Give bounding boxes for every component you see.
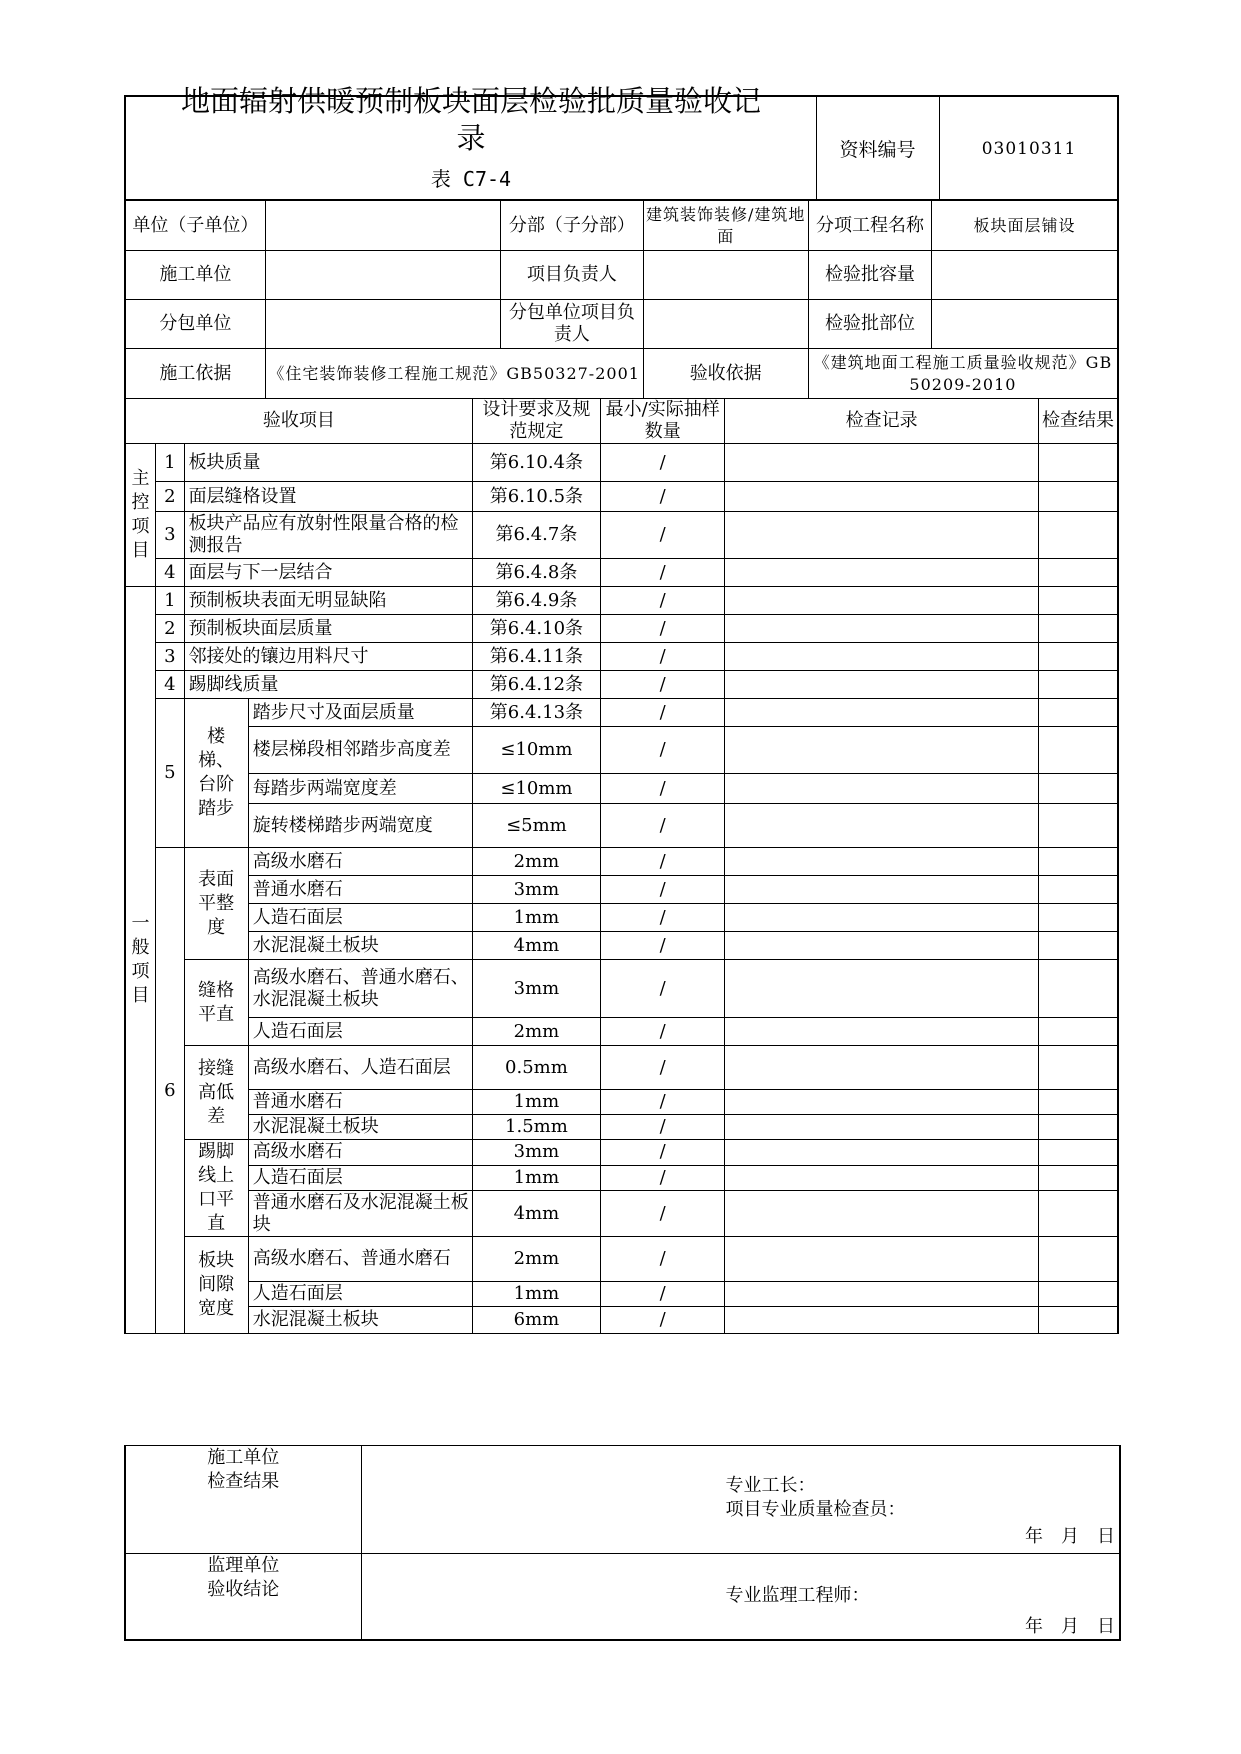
- sample-count[interactable]: /: [601, 699, 725, 727]
- design-requirement: 1mm: [472, 1282, 600, 1307]
- contractor-result-label-cell: [125, 1446, 361, 1554]
- sub-item-name: 踏步尺寸及面层质量: [248, 699, 472, 727]
- tolerance-group-label-text: 板块间隙宽度: [198, 1250, 235, 1319]
- inspection-record[interactable]: [725, 1165, 1039, 1191]
- acceptance-basis-value[interactable]: 《建筑地面工程施工质量验收规范》GB 50209-2010: [808, 349, 1118, 399]
- inspection-record[interactable]: [725, 1140, 1039, 1166]
- design-requirement: 4mm: [472, 1191, 600, 1237]
- inspection-result[interactable]: [1039, 904, 1119, 932]
- inspection-record[interactable]: [725, 1018, 1039, 1046]
- sub-item-name: 普通水磨石: [248, 876, 472, 904]
- inspection-result[interactable]: [1039, 1018, 1119, 1046]
- inspection-result[interactable]: [1039, 774, 1119, 804]
- inspection-items-table: [124, 398, 1119, 1334]
- sample-count[interactable]: /: [601, 727, 725, 774]
- sub-item-name: 人造石面层: [248, 1018, 472, 1046]
- main-control-label-text: 主控项目: [131, 468, 150, 561]
- title-cell: [126, 84, 817, 200]
- table-row: [125, 643, 1118, 671]
- table-row: [125, 512, 1118, 559]
- table-row: [125, 1307, 1118, 1334]
- pm-label: 项目负责人: [501, 251, 643, 300]
- item-number: 3: [156, 643, 185, 671]
- table-row: [125, 559, 1118, 587]
- design-requirement: 1mm: [472, 904, 600, 932]
- inspection-result[interactable]: [1039, 1191, 1119, 1237]
- tolerance-group-label: [184, 960, 248, 1046]
- title-line-1: 地面辐射供暖预制板块面层检验批质量验收记: [180, 84, 761, 118]
- sample-count[interactable]: /: [601, 643, 725, 671]
- supervisor-label-1: 监理单位: [207, 1555, 280, 1576]
- item-number: 1: [156, 587, 185, 615]
- table-row: [125, 1282, 1118, 1307]
- general-label: [125, 587, 156, 1334]
- table-row: [125, 587, 1118, 615]
- sub-item-name: 高级水磨石: [248, 848, 472, 876]
- table-row: [125, 904, 1118, 932]
- doc-no-value[interactable]: 03010311: [981, 138, 1077, 159]
- inspection-result[interactable]: [1039, 1115, 1119, 1140]
- main-control-label: [125, 444, 156, 587]
- design-requirement: 0.5mm: [472, 1046, 600, 1090]
- design-requirement: 第6.10.4条: [472, 444, 600, 482]
- design-requirement: 2mm: [472, 1237, 600, 1282]
- inspection-record[interactable]: [725, 876, 1039, 904]
- col-result: 检查结果: [1039, 399, 1119, 444]
- sample-count[interactable]: /: [601, 1018, 725, 1046]
- stair-group-label-text: 楼梯、台阶踏步: [198, 726, 235, 819]
- inspection-record[interactable]: [725, 615, 1039, 643]
- inspection-record[interactable]: [725, 904, 1039, 932]
- sample-count[interactable]: /: [601, 876, 725, 904]
- table-row: [125, 1165, 1118, 1191]
- sample-count[interactable]: /: [601, 512, 725, 559]
- pm-value[interactable]: [643, 251, 808, 300]
- sample-count[interactable]: /: [601, 1282, 725, 1307]
- design-requirement: 2mm: [472, 1018, 600, 1046]
- inspection-record[interactable]: [725, 1090, 1039, 1115]
- design-requirement: 3mm: [472, 876, 600, 904]
- supervisor-date: 年 月 日: [1025, 1616, 1115, 1637]
- design-requirement: 6mm: [472, 1307, 600, 1334]
- inspection-record[interactable]: [725, 512, 1039, 559]
- sample-count[interactable]: /: [601, 1165, 725, 1191]
- inspection-result[interactable]: [1039, 1307, 1119, 1334]
- inspection-result[interactable]: [1039, 1237, 1119, 1282]
- contractor-date: 年 月 日: [1025, 1526, 1115, 1547]
- inspection-result[interactable]: [1039, 444, 1119, 482]
- sample-count[interactable]: /: [601, 1307, 725, 1334]
- col-item: 验收项目: [125, 399, 472, 444]
- table-row: [125, 848, 1118, 876]
- basis-label: 施工依据: [125, 349, 265, 399]
- location-label: 检验批部位: [808, 300, 931, 349]
- sub-item-name: 高级水磨石: [248, 1140, 472, 1166]
- subitem-value[interactable]: 板块面层铺设: [932, 201, 1118, 251]
- design-requirement: ≤10mm: [472, 774, 600, 804]
- inspection-record[interactable]: [725, 1237, 1039, 1282]
- supervisor-label-cell: [125, 1554, 361, 1640]
- sample-count[interactable]: /: [601, 444, 725, 482]
- design-requirement: 第6.10.5条: [472, 482, 600, 512]
- tolerance-group-label-text: 接缝高低差: [198, 1057, 235, 1127]
- inspection-result[interactable]: [1039, 1165, 1119, 1191]
- sub-item-name: 普通水磨石: [248, 1090, 472, 1115]
- table-row: [125, 876, 1118, 904]
- table-row: [125, 774, 1118, 804]
- table-row: [125, 1237, 1118, 1282]
- stair-group-label: [184, 699, 248, 848]
- sub-item-name: 高级水磨石、普通水磨石: [248, 1237, 472, 1282]
- col-record: 检查记录: [725, 399, 1039, 444]
- design-requirement: 1mm: [472, 1165, 600, 1191]
- contractor-result-label-1: 施工单位: [207, 1447, 280, 1468]
- unit-label: 单位（子单位）: [125, 201, 265, 251]
- table-row: [125, 1115, 1118, 1140]
- form-header: [124, 84, 1119, 200]
- design-requirement: 第6.4.8条: [472, 559, 600, 587]
- tolerance-group-label: [184, 1046, 248, 1140]
- table-row: [125, 482, 1118, 512]
- tolerance-group-label-text: 缝格平直: [198, 979, 235, 1025]
- table-row: [125, 1018, 1118, 1046]
- sample-count[interactable]: /: [601, 1191, 725, 1237]
- item-name: 预制板块表面无明显缺陷: [184, 587, 472, 615]
- qc-inspector-label: 项目专业质量检查员：: [725, 1499, 906, 1520]
- sub-item-name: 人造石面层: [248, 904, 472, 932]
- inspection-record[interactable]: [725, 932, 1039, 960]
- supervising-engineer-label: 专业监理工程师：: [725, 1585, 870, 1606]
- sample-count[interactable]: /: [601, 904, 725, 932]
- sample-count[interactable]: /: [601, 482, 725, 512]
- design-requirement: 4mm: [472, 932, 600, 960]
- inspection-result[interactable]: [1039, 699, 1119, 727]
- location-value[interactable]: [932, 300, 1118, 349]
- supervisor-label-2: 验收结论: [207, 1579, 280, 1600]
- tolerance-group-label: [184, 848, 248, 960]
- inspection-result[interactable]: [1039, 932, 1119, 960]
- sample-count[interactable]: /: [601, 848, 725, 876]
- capacity-value[interactable]: [932, 251, 1118, 300]
- inspection-record[interactable]: [725, 727, 1039, 774]
- design-requirement: 2mm: [472, 848, 600, 876]
- item-number: 3: [156, 512, 185, 559]
- inspection-record[interactable]: [725, 1115, 1039, 1140]
- sample-count[interactable]: /: [601, 615, 725, 643]
- inspection-record[interactable]: [725, 587, 1039, 615]
- inspection-result[interactable]: [1039, 1140, 1119, 1166]
- inspection-result[interactable]: [1039, 615, 1119, 643]
- table-row: [125, 727, 1118, 774]
- column-header-row: [125, 399, 1118, 444]
- item-number: 6: [156, 848, 185, 1334]
- inspection-result[interactable]: [1039, 587, 1119, 615]
- col-design: 设计要求及规范规定: [472, 399, 600, 444]
- form-title: [126, 83, 816, 157]
- design-requirement: 3mm: [472, 960, 600, 1018]
- item-name: 踢脚线质量: [184, 671, 472, 699]
- sample-count[interactable]: /: [601, 671, 725, 699]
- design-requirement: 第6.4.11条: [472, 643, 600, 671]
- sub-pm-value[interactable]: [643, 300, 808, 349]
- tolerance-group-label: [184, 1237, 248, 1334]
- design-requirement: 第6.4.7条: [472, 512, 600, 559]
- item-name: 板块产品应有放射性限量合格的检测报告: [184, 512, 472, 559]
- general-label-text: 一般项目: [131, 913, 150, 1006]
- table-row: [125, 1140, 1118, 1166]
- signoff-table: [124, 1445, 1121, 1641]
- col-sample: 最小/实际抽样数量: [601, 399, 725, 444]
- sub-item-name: 旋转楼梯踏步两端宽度: [248, 804, 472, 848]
- sub-item-name: 水泥混凝土板块: [248, 1115, 472, 1140]
- acceptance-basis-label: 验收依据: [643, 349, 808, 399]
- division-label: 分部（子分部）: [501, 201, 643, 251]
- sample-count[interactable]: /: [601, 804, 725, 848]
- inspection-result[interactable]: [1039, 848, 1119, 876]
- sub-item-name: 普通水磨石及水泥混凝土板块: [248, 1191, 472, 1237]
- inspection-record[interactable]: [725, 482, 1039, 512]
- sample-count[interactable]: /: [601, 587, 725, 615]
- table-row: [125, 1090, 1118, 1115]
- table-row: [125, 671, 1118, 699]
- sub-item-name: 楼层梯段相邻踏步高度差: [248, 727, 472, 774]
- design-requirement: 第6.4.10条: [472, 615, 600, 643]
- table-row: [125, 699, 1118, 727]
- inspection-result[interactable]: [1039, 960, 1119, 1018]
- inspection-record[interactable]: [725, 643, 1039, 671]
- foreman-label: 专业工长：: [725, 1475, 816, 1496]
- inspection-result[interactable]: [1039, 1046, 1119, 1090]
- inspection-items-body: [125, 399, 1118, 1334]
- design-requirement: ≤10mm: [472, 727, 600, 774]
- item-number: 5: [156, 699, 185, 848]
- design-requirement: 第6.4.12条: [472, 671, 600, 699]
- subcontractor-value[interactable]: [265, 300, 500, 349]
- contractor-result-cell[interactable]: [361, 1446, 1120, 1554]
- inspection-record[interactable]: [725, 1282, 1039, 1307]
- sample-count[interactable]: /: [601, 960, 725, 1018]
- tolerance-group-label: [184, 1140, 248, 1237]
- sample-count[interactable]: /: [601, 1140, 725, 1166]
- tolerance-group-label-text: 表面平整度: [198, 868, 235, 938]
- sub-pm-label: 分包单位项目负责人: [501, 300, 643, 349]
- design-requirement: 1mm: [472, 1090, 600, 1115]
- inspection-record[interactable]: [725, 671, 1039, 699]
- inspection-record[interactable]: [725, 848, 1039, 876]
- sub-item-name: 人造石面层: [248, 1282, 472, 1307]
- inspection-record[interactable]: [725, 1191, 1039, 1237]
- inspection-result[interactable]: [1039, 643, 1119, 671]
- item-name: 面层与下一层结合: [184, 559, 472, 587]
- table-row: [125, 804, 1118, 848]
- table-row: [125, 1191, 1118, 1237]
- supervisor-conclusion-cell[interactable]: [361, 1554, 1120, 1640]
- inspection-result[interactable]: [1039, 671, 1119, 699]
- title-line-2: 录: [456, 121, 486, 155]
- item-number: 1: [156, 444, 185, 482]
- sub-item-name: 高级水磨石、普通水磨石、水泥混凝土板块: [248, 960, 472, 1018]
- inspection-result[interactable]: [1039, 1282, 1119, 1307]
- design-requirement: 3mm: [472, 1140, 600, 1166]
- item-name: 面层缝格设置: [184, 482, 472, 512]
- inspection-result[interactable]: [1039, 482, 1119, 512]
- inspection-result[interactable]: [1039, 1090, 1119, 1115]
- design-requirement: 1.5mm: [472, 1115, 600, 1140]
- inspection-record[interactable]: [725, 960, 1039, 1018]
- sub-item-name: 水泥混凝土板块: [248, 932, 472, 960]
- item-number: 4: [156, 671, 185, 699]
- item-name: 预制板块面层质量: [184, 615, 472, 643]
- item-number: 4: [156, 559, 185, 587]
- item-name: 板块质量: [184, 444, 472, 482]
- table-row: [125, 932, 1118, 960]
- sample-count[interactable]: /: [601, 559, 725, 587]
- table-row: [125, 615, 1118, 643]
- subcontractor-label: 分包单位: [125, 300, 265, 349]
- design-requirement: ≤5mm: [472, 804, 600, 848]
- sub-item-name: 人造石面层: [248, 1165, 472, 1191]
- unit-value[interactable]: [265, 201, 500, 251]
- inspection-result[interactable]: [1039, 512, 1119, 559]
- sample-count[interactable]: /: [601, 1090, 725, 1115]
- subitem-label: 分项工程名称: [808, 201, 931, 251]
- table-row: [125, 960, 1118, 1018]
- inspection-record[interactable]: [725, 804, 1039, 848]
- project-info-table: [124, 200, 1119, 399]
- inspection-record[interactable]: [725, 699, 1039, 727]
- inspection-record[interactable]: [725, 559, 1039, 587]
- design-requirement: 第6.4.9条: [472, 587, 600, 615]
- inspection-record[interactable]: [725, 774, 1039, 804]
- division-value[interactable]: 建筑装饰装修/建筑地面: [643, 201, 808, 251]
- inspection-record[interactable]: [725, 1307, 1039, 1334]
- inspection-result[interactable]: [1039, 559, 1119, 587]
- sample-count[interactable]: /: [601, 774, 725, 804]
- inspection-form: [124, 84, 1119, 1641]
- item-number: 2: [156, 615, 185, 643]
- item-number: 2: [156, 482, 185, 512]
- contractor-label: 施工单位: [125, 251, 265, 300]
- design-requirement: 第6.4.13条: [472, 699, 600, 727]
- sample-count[interactable]: /: [601, 1115, 725, 1140]
- capacity-label: 检验批容量: [808, 251, 931, 300]
- table-row: [125, 444, 1118, 482]
- inspection-result[interactable]: [1039, 804, 1119, 848]
- doc-no-label: 资料编号: [816, 97, 940, 200]
- sample-count[interactable]: /: [601, 1046, 725, 1090]
- basis-value[interactable]: 《住宅装饰装修工程施工规范》GB50327-2001: [265, 349, 643, 399]
- inspection-result[interactable]: [1039, 727, 1119, 774]
- inspection-result[interactable]: [1039, 876, 1119, 904]
- item-name: 邻接处的镶边用料尺寸: [184, 643, 472, 671]
- sub-item-name: 水泥混凝土板块: [248, 1307, 472, 1334]
- contractor-result-label-2: 检查结果: [207, 1471, 280, 1492]
- contractor-value[interactable]: [265, 251, 500, 300]
- inspection-record[interactable]: [725, 444, 1039, 482]
- sub-item-name: 高级水磨石、人造石面层: [248, 1046, 472, 1090]
- table-row: [125, 1046, 1118, 1090]
- sample-count[interactable]: /: [601, 932, 725, 960]
- tolerance-group-label-text: 踢脚线上口平直: [198, 1141, 235, 1234]
- sample-count[interactable]: /: [601, 1237, 725, 1282]
- form-code: 表 C7-4: [430, 167, 512, 191]
- sub-item-name: 每踏步两端宽度差: [248, 774, 472, 804]
- inspection-record[interactable]: [725, 1046, 1039, 1090]
